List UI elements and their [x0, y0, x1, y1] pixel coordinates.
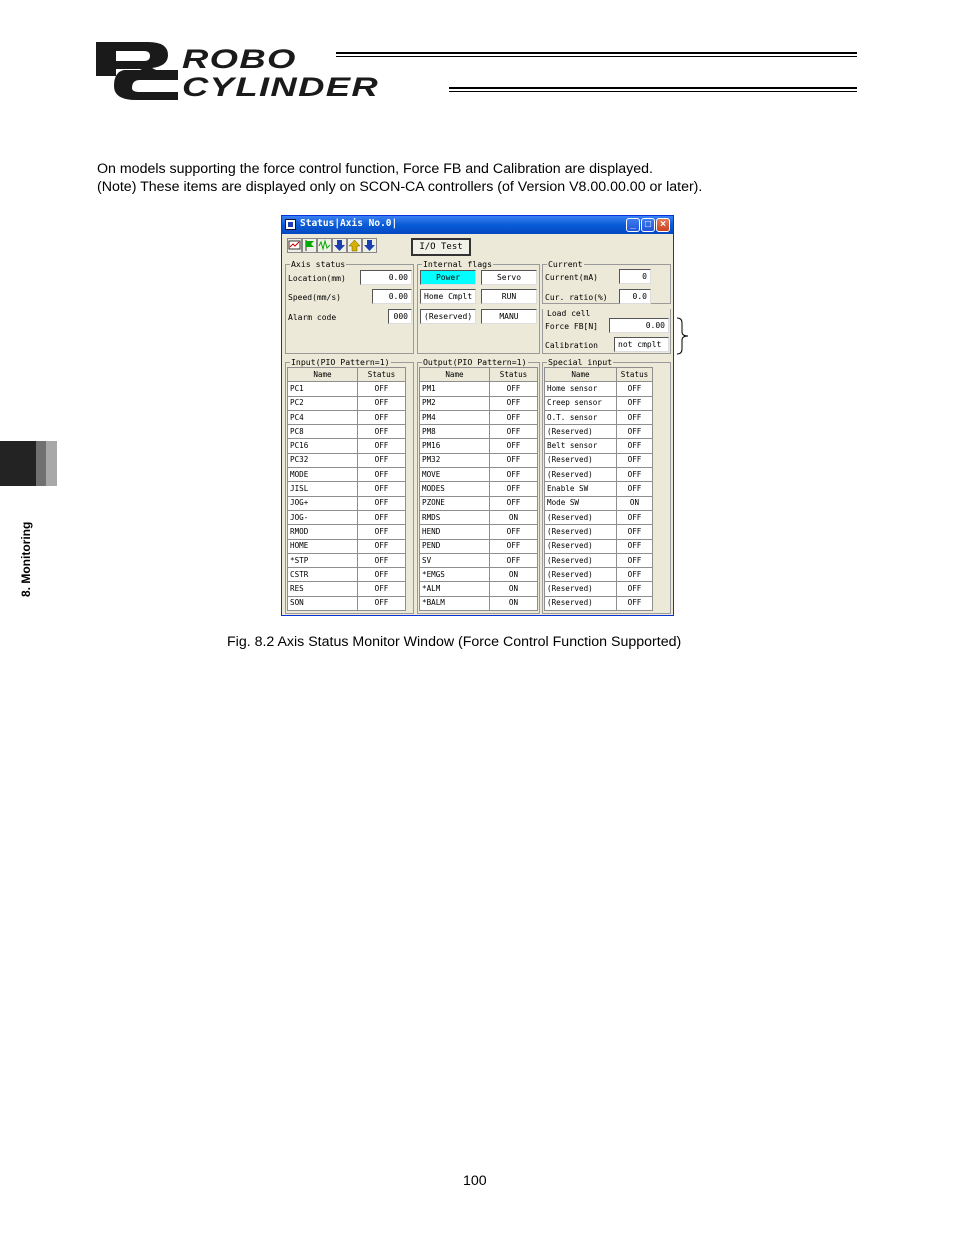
- chapter-side-tab: [0, 441, 57, 486]
- special-input-row: [545, 568, 653, 582]
- arrow-up-icon[interactable]: [347, 238, 362, 253]
- servo-flag: Servo: [481, 270, 537, 285]
- home-cmplt-flag: Home Cmplt: [420, 289, 476, 304]
- input-row: [288, 382, 406, 396]
- special-input-row-status: ON: [617, 496, 653, 510]
- figure-caption: Fig. 8.2 Axis Status Monitor Window (Force Control Function Supported): [227, 634, 682, 650]
- speed-label: Speed(mm/s): [288, 293, 341, 302]
- special-input-row-status: OFF: [617, 425, 653, 439]
- special-input-row-status: OFF: [617, 439, 653, 453]
- output-row-name: MODES: [420, 482, 490, 496]
- special-input-row-name: (Reserved): [545, 596, 617, 610]
- special-input-row-status: OFF: [617, 382, 653, 396]
- output-row-name: PM2: [420, 396, 490, 410]
- flag-icon[interactable]: [302, 238, 317, 253]
- special-input-row: [545, 539, 653, 553]
- special-input-row-status: OFF: [617, 525, 653, 539]
- input-row: [288, 410, 406, 424]
- special-input-row-status: OFF: [617, 453, 653, 467]
- axis-status-title: Axis status: [291, 259, 346, 269]
- special-input-row-name: (Reserved): [545, 582, 617, 596]
- current-field: 0: [619, 269, 651, 284]
- header-rule-bottom: [449, 87, 857, 89]
- output-row-status: OFF: [490, 553, 538, 567]
- output-row-name: HEND: [420, 525, 490, 539]
- output-row-status: OFF: [490, 496, 538, 510]
- output-row-name: RMDS: [420, 510, 490, 524]
- window-title: Status|Axis No.0|: [300, 218, 398, 229]
- input-table: [287, 367, 406, 611]
- special-input-row-name: (Reserved): [545, 568, 617, 582]
- output-row: [420, 468, 538, 482]
- input-row-name: PC2: [288, 396, 358, 410]
- intro-line-2: (Note) These items are displayed only on SCON-CA controllers (of Version V8.00.00.00 or later).: [97, 179, 703, 195]
- special-input-row-status: OFF: [617, 396, 653, 410]
- output-row-status: OFF: [490, 410, 538, 424]
- output-row: [420, 525, 538, 539]
- logo-text-cylinder: CYLINDER: [182, 72, 380, 102]
- output-row: [420, 425, 538, 439]
- input-row-status: OFF: [358, 468, 406, 482]
- alarm-code-field: 000: [388, 309, 412, 324]
- input-row: [288, 510, 406, 524]
- output-row-status: OFF: [490, 382, 538, 396]
- output-row-name: PM4: [420, 410, 490, 424]
- header-rule-bottom-thin: [449, 91, 857, 92]
- calibration-label: Calibration: [545, 341, 598, 350]
- output-row-name: *BALM: [420, 596, 490, 610]
- close-button[interactable]: ×: [656, 218, 670, 232]
- input-row: [288, 396, 406, 410]
- window-title-bar[interactable]: [282, 216, 673, 234]
- special-input-row: [545, 453, 653, 467]
- location-field: 0.00: [360, 270, 412, 285]
- special-input-row: [545, 468, 653, 482]
- input-header-status: Status: [358, 368, 406, 382]
- output-row-status: OFF: [490, 468, 538, 482]
- output-row: [420, 553, 538, 567]
- output-row-name: SV: [420, 553, 490, 567]
- output-header-name: Name: [420, 368, 490, 382]
- output-row-name: *ALM: [420, 582, 490, 596]
- special-input-row-name: (Reserved): [545, 510, 617, 524]
- input-row-status: OFF: [358, 496, 406, 510]
- special-input-row-name: (Reserved): [545, 468, 617, 482]
- page-number: 100: [463, 1173, 487, 1189]
- output-title: Output(PIO Pattern=1): [423, 357, 527, 367]
- input-row: [288, 539, 406, 553]
- output-row: [420, 439, 538, 453]
- output-row: [420, 396, 538, 410]
- input-row-status: OFF: [358, 510, 406, 524]
- force-fb-field: 0.00: [609, 318, 669, 333]
- output-row-status: ON: [490, 510, 538, 524]
- arrow-down-alt-icon[interactable]: [362, 238, 377, 253]
- special-input-row: [545, 582, 653, 596]
- axis-status-group: [285, 259, 414, 354]
- special-input-row: [545, 553, 653, 567]
- output-row-status: OFF: [490, 453, 538, 467]
- logo-text-robo: ROBO: [182, 44, 297, 74]
- special-input-row-name: Mode SW: [545, 496, 617, 510]
- speed-field: 0.00: [372, 289, 412, 304]
- load-cell-group: [542, 309, 671, 354]
- special-input-row-name: (Reserved): [545, 425, 617, 439]
- output-header-status: Status: [490, 368, 538, 382]
- input-title: Input(PIO Pattern=1): [291, 357, 390, 367]
- output-row-status: OFF: [490, 439, 538, 453]
- special-input-table: [544, 367, 653, 611]
- output-row: [420, 539, 538, 553]
- input-row-status: OFF: [358, 553, 406, 567]
- special-input-row: [545, 525, 653, 539]
- special-input-row: [545, 439, 653, 453]
- input-row-name: PC1: [288, 382, 358, 396]
- input-row: [288, 525, 406, 539]
- load-cell-title: Load cell: [547, 309, 591, 318]
- input-group: [285, 357, 414, 614]
- output-row: [420, 510, 538, 524]
- special-input-row-name: (Reserved): [545, 539, 617, 553]
- maximize-button[interactable]: □: [641, 218, 655, 232]
- input-row-name: HOME: [288, 539, 358, 553]
- special-input-row-status: OFF: [617, 410, 653, 424]
- special-input-row: [545, 596, 653, 610]
- monitor-icon[interactable]: [287, 238, 302, 253]
- input-row-status: OFF: [358, 382, 406, 396]
- power-flag: Power: [420, 270, 476, 285]
- output-table: [419, 367, 538, 611]
- special-input-row-name: O.T. sensor: [545, 410, 617, 424]
- special-input-row: [545, 482, 653, 496]
- input-header-name: Name: [288, 368, 358, 382]
- output-row-name: PM1: [420, 382, 490, 396]
- input-row-name: SON: [288, 596, 358, 610]
- output-row-status: OFF: [490, 396, 538, 410]
- output-row-status: ON: [490, 568, 538, 582]
- current-group: [542, 259, 671, 304]
- reserved-flag: (Reserved): [420, 309, 476, 324]
- output-row-status: ON: [490, 582, 538, 596]
- internal-flags-title: Internal flags: [423, 259, 493, 269]
- rc-logo-mark-icon: [96, 42, 178, 100]
- output-row-status: OFF: [490, 425, 538, 439]
- output-row: [420, 482, 538, 496]
- output-row: [420, 582, 538, 596]
- input-row-status: OFF: [358, 596, 406, 610]
- alarm-code-label: Alarm code: [288, 313, 337, 322]
- special-input-row-status: OFF: [617, 553, 653, 567]
- special-input-row-status: OFF: [617, 596, 653, 610]
- output-row-name: PM8: [420, 425, 490, 439]
- axis-status-window: [281, 215, 674, 616]
- input-row-name: JISL: [288, 482, 358, 496]
- input-row: [288, 582, 406, 596]
- output-group: [417, 357, 540, 614]
- input-row-status: OFF: [358, 482, 406, 496]
- input-row-status: OFF: [358, 582, 406, 596]
- special-input-row-name: Enable SW: [545, 482, 617, 496]
- input-row: [288, 553, 406, 567]
- robo-cylinder-logo: [96, 42, 441, 102]
- special-input-group: [542, 357, 671, 614]
- input-row-status: OFF: [358, 525, 406, 539]
- input-row-name: JOG+: [288, 496, 358, 510]
- current-title: Current: [548, 259, 583, 269]
- special-input-row-name: (Reserved): [545, 453, 617, 467]
- special-input-row-status: OFF: [617, 582, 653, 596]
- current-label: Current(mA): [545, 273, 598, 282]
- waveform-icon[interactable]: [317, 238, 332, 253]
- output-row-name: PZONE: [420, 496, 490, 510]
- special-input-row-name: Creep sensor: [545, 396, 617, 410]
- special-input-row-status: OFF: [617, 568, 653, 582]
- input-row: [288, 468, 406, 482]
- special-input-row-status: OFF: [617, 482, 653, 496]
- output-row-status: OFF: [490, 539, 538, 553]
- input-row: [288, 439, 406, 453]
- io-test-button[interactable]: I/O Test: [411, 238, 471, 256]
- special-input-row: [545, 410, 653, 424]
- output-row-name: PEND: [420, 539, 490, 553]
- input-row-name: CSTR: [288, 568, 358, 582]
- special-input-row-status: OFF: [617, 539, 653, 553]
- output-row: [420, 568, 538, 582]
- output-row-status: ON: [490, 596, 538, 610]
- input-row: [288, 453, 406, 467]
- special-input-row-status: OFF: [617, 468, 653, 482]
- input-row-status: OFF: [358, 568, 406, 582]
- calibration-field: not cmplt: [614, 337, 669, 352]
- location-label: Location(mm): [288, 274, 346, 283]
- input-row-name: RES: [288, 582, 358, 596]
- input-row: [288, 482, 406, 496]
- input-row: [288, 425, 406, 439]
- input-row-status: OFF: [358, 439, 406, 453]
- input-row-name: RMOD: [288, 525, 358, 539]
- special-input-row-status: OFF: [617, 510, 653, 524]
- special-input-row-name: Belt sensor: [545, 439, 617, 453]
- force-fb-label: Force FB[N]: [545, 322, 598, 331]
- input-row-status: OFF: [358, 425, 406, 439]
- output-row: [420, 382, 538, 396]
- input-row-name: PC4: [288, 410, 358, 424]
- output-row: [420, 453, 538, 467]
- arrow-down-icon[interactable]: [332, 238, 347, 253]
- minimize-button[interactable]: _: [626, 218, 640, 232]
- output-row: [420, 596, 538, 610]
- special-input-row: [545, 382, 653, 396]
- input-row-status: OFF: [358, 539, 406, 553]
- output-row-name: *EMGS: [420, 568, 490, 582]
- output-row-status: OFF: [490, 482, 538, 496]
- window-app-icon: [285, 219, 296, 230]
- special-input-row: [545, 425, 653, 439]
- special-input-row: [545, 396, 653, 410]
- input-row-status: OFF: [358, 453, 406, 467]
- special-input-row-name: Home sensor: [545, 382, 617, 396]
- input-row-status: OFF: [358, 410, 406, 424]
- header-rule-top: [336, 52, 857, 54]
- intro-line-1: On models supporting the force control function, Force FB and Calibration are displayed.: [97, 161, 653, 177]
- manu-flag: MANU: [481, 309, 537, 324]
- input-row-name: JOG-: [288, 510, 358, 524]
- input-row-name: PC32: [288, 453, 358, 467]
- input-row-status: OFF: [358, 396, 406, 410]
- output-row-name: MOVE: [420, 468, 490, 482]
- header-rule-top-thin: [336, 56, 857, 57]
- output-row-name: PM32: [420, 453, 490, 467]
- special-input-row-name: (Reserved): [545, 553, 617, 567]
- special-input-row: [545, 496, 653, 510]
- input-row-name: *STP: [288, 553, 358, 567]
- special-header-name: Name: [545, 368, 617, 382]
- special-input-title: Special input: [548, 357, 613, 367]
- input-row-name: PC8: [288, 425, 358, 439]
- intro-text: [97, 160, 702, 196]
- special-header-status: Status: [617, 368, 653, 382]
- special-input-row: [545, 510, 653, 524]
- input-row: [288, 596, 406, 610]
- input-row: [288, 496, 406, 510]
- cur-ratio-label: Cur. ratio(%): [545, 293, 608, 302]
- run-flag: RUN: [481, 289, 537, 304]
- output-row: [420, 410, 538, 424]
- chapter-side-label: 8. Monitoring: [19, 521, 33, 597]
- special-input-row-name: (Reserved): [545, 525, 617, 539]
- load-cell-brace-icon: [676, 317, 690, 355]
- output-row-name: PM16: [420, 439, 490, 453]
- input-row-name: PC16: [288, 439, 358, 453]
- input-row: [288, 568, 406, 582]
- output-row-status: OFF: [490, 525, 538, 539]
- input-row-name: MODE: [288, 468, 358, 482]
- cur-ratio-field: 0.0: [619, 289, 651, 304]
- output-row: [420, 496, 538, 510]
- internal-flags-group: [417, 259, 540, 354]
